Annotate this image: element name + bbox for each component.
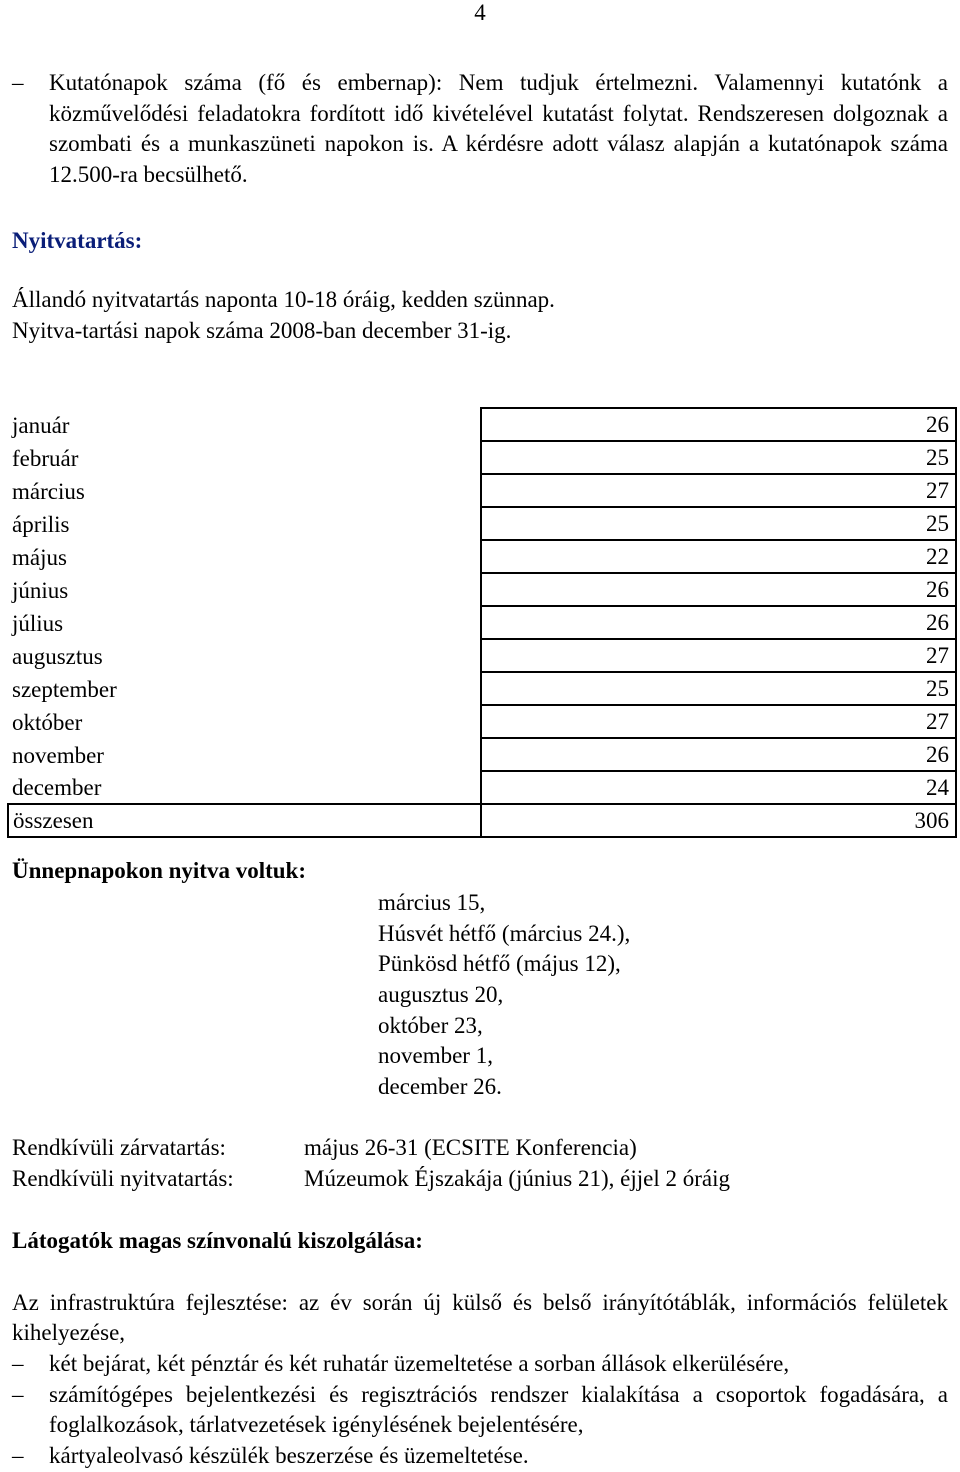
visitors-intro: Az infrastruktúra fejlesztése: az év során új külső és belső irányítótáblák, információs felületek kihelyezése, <box>12 1290 948 1345</box>
days-cell: 26 <box>481 738 956 771</box>
month-cell: január <box>8 408 481 441</box>
days-cell: 25 <box>481 672 956 705</box>
days-cell: 22 <box>481 540 956 573</box>
days-cell: 26 <box>481 408 956 441</box>
month-cell: február <box>8 441 481 474</box>
visitors-bullet <box>12 1349 948 1379</box>
days-cell: 24 <box>481 771 956 804</box>
extraordinary-opening-label: Rendkívüli nyitvatartás: <box>12 1166 234 1191</box>
holidays-heading: Ünnepnapokon nyitva voltuk: <box>12 858 306 883</box>
month-cell: szeptember <box>8 672 481 705</box>
holiday-item: március 15, <box>378 890 486 915</box>
extraordinary-closing-text: május 26-31 (ECSITE Konferencia) <box>304 1135 637 1160</box>
table-row <box>8 573 956 606</box>
table-row <box>8 672 956 705</box>
visitors-bullet-text: számítógépes bejelentkezési és regisztrációs rendszer kialakítása a csoportok fogadására, a foglalkozások, tárlatvezetések igénylésének bejelentésére, <box>49 1382 948 1437</box>
visitors-bullet-text: két bejárat, két pénztár és két ruhatár üzemeltetése a sorban állások elkerülésére, <box>49 1351 790 1376</box>
bullet-dash: – <box>12 1443 24 1468</box>
table-row <box>8 771 956 804</box>
days-cell: 27 <box>481 474 956 507</box>
month-cell: március <box>8 474 481 507</box>
table-row <box>8 507 956 540</box>
intro-bullet <box>12 68 948 190</box>
days-cell: 25 <box>481 441 956 474</box>
month-cell: összesen <box>8 804 481 837</box>
holiday-item: október 23, <box>378 1012 483 1038</box>
table-row <box>8 804 956 837</box>
table-row <box>8 408 956 441</box>
holiday-item: augusztus 20, <box>378 982 504 1008</box>
month-cell: június <box>8 573 481 606</box>
page-number: 4 <box>474 0 486 25</box>
bullet-dash: – <box>12 1351 24 1376</box>
month-cell: december <box>8 771 481 804</box>
holiday-item: december 26. <box>378 1074 502 1100</box>
table-row <box>8 540 956 573</box>
month-cell: november <box>8 738 481 771</box>
days-cell: 306 <box>481 804 956 837</box>
visitors-bullet-text: kártyaleolvasó készülék beszerzése és üzemeltetése. <box>49 1443 529 1468</box>
table-row <box>8 738 956 771</box>
days-cell: 27 <box>481 705 956 738</box>
days-cell: 26 <box>481 573 956 606</box>
table-row <box>8 441 956 474</box>
holiday-item: Húsvét hétfő (március 24.), <box>378 920 631 946</box>
month-cell: október <box>8 705 481 738</box>
table-row <box>8 639 956 672</box>
opening-hours-heading: Nyitvatartás: <box>12 228 143 253</box>
days-cell: 25 <box>481 507 956 540</box>
extraordinary-opening-text: Múzeumok Éjszakája (június 21), éjjel 2 óráig <box>304 1166 731 1191</box>
holiday-item: Pünkösd hétfő (május 12), <box>378 951 621 977</box>
month-cell: július <box>8 606 481 639</box>
holiday-list <box>378 888 630 1103</box>
bullet-dash: – <box>12 1382 24 1407</box>
month-cell: augusztus <box>8 639 481 672</box>
intro-bullet-text: Kutatónapok száma (fő és embernap): Nem tudjuk értelmezni. Valamennyi kutatónk a közművelődési feladatokra fordított idő kivételével kutatást folytat. Rendszeresen dolgoznak a szombati és a munkaszüneti napokon is. A kérdésre adott válasz alapján a kutatónapok száma 12.500-ra becsülhető. <box>49 70 948 187</box>
table-row <box>8 606 956 639</box>
table-row <box>8 474 956 507</box>
visitors-heading: Látogatók magas színvonalú kiszolgálása: <box>12 1228 423 1253</box>
extraordinary-closing-label: Rendkívüli zárvatartás: <box>12 1135 226 1160</box>
opening-days-line: Nyitva-tartási napok száma 2008-ban december 31-ig. <box>12 318 512 343</box>
visitors-bullet <box>12 1380 948 1440</box>
month-cell: május <box>8 540 481 573</box>
holiday-item: november 1, <box>378 1043 493 1069</box>
opening-hours-line: Állandó nyitvatartás naponta 10-18 óráig, kedden szünnap. <box>12 287 555 312</box>
bullet-dash: – <box>12 70 24 95</box>
month-cell: április <box>8 507 481 540</box>
monthly-opening-days-table <box>7 407 957 838</box>
days-cell: 27 <box>481 639 956 672</box>
visitors-bullet <box>12 1441 948 1471</box>
days-cell: 26 <box>481 606 956 639</box>
table-row <box>8 705 956 738</box>
